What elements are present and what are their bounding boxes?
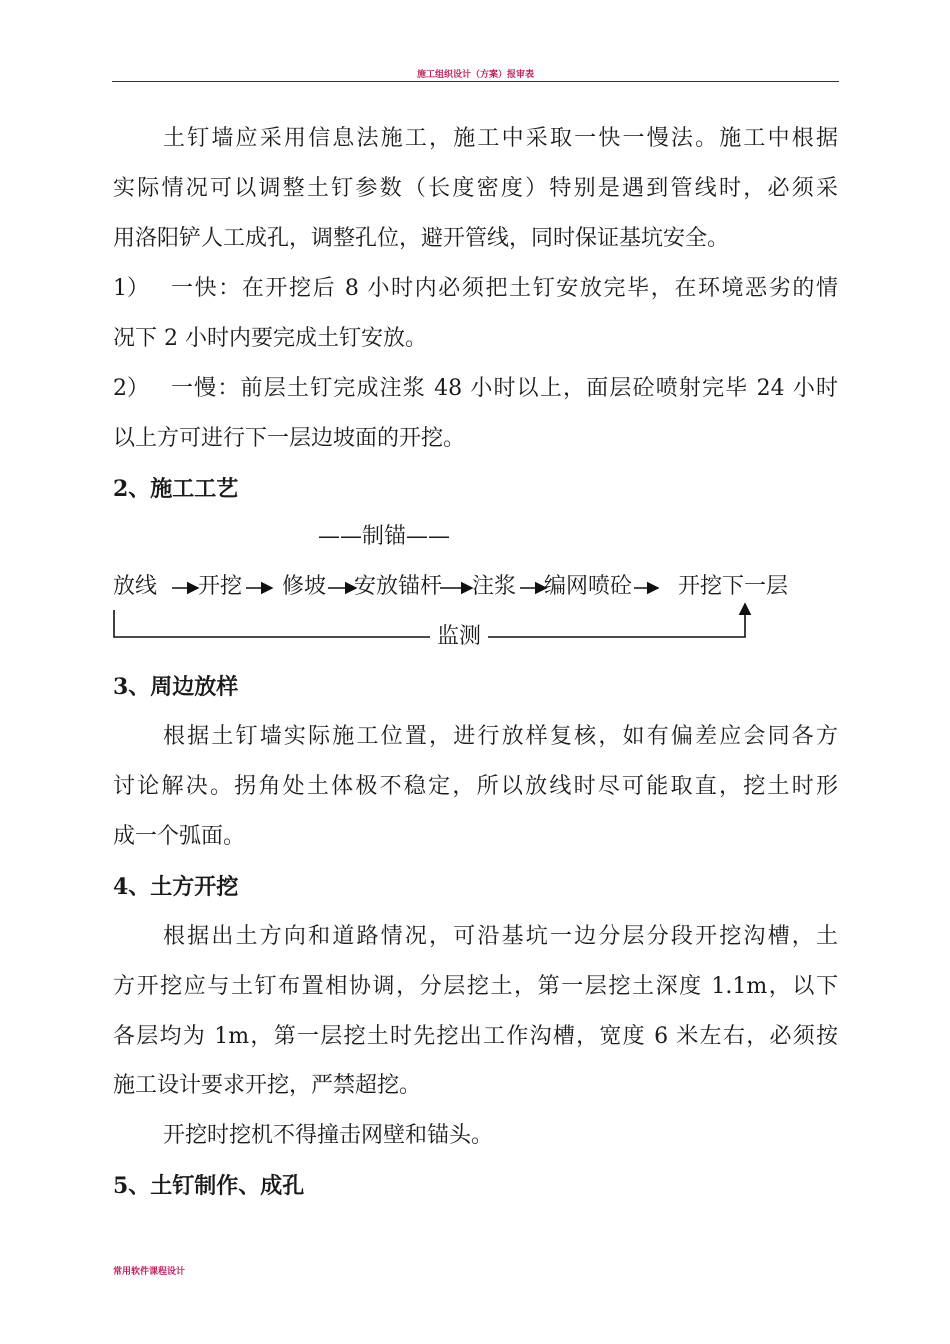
- list-item-continuation: 况下 2 小时内要完成土钉安放。: [113, 326, 427, 351]
- process-flow-diagram: [100, 520, 850, 660]
- paragraph-line: 用洛阳铲人工成孔，调整孔位，避开管线，同时保证基坑安全。: [113, 226, 730, 251]
- section-heading: 3、周边放样: [113, 674, 239, 700]
- list-item: [113, 272, 838, 306]
- paragraph-line: 施工设计要求开挖，严禁超挖。: [113, 1073, 422, 1098]
- section-heading: 2、施工工艺: [113, 476, 239, 502]
- paragraph-line: 实际情况可以调整土钉参数（长度密度）特别是遇到管线时，必须采: [113, 176, 838, 201]
- list-item-text: 一慢：前层土钉完成注浆 48 小时以上，面层砼喷射完毕 24 小时: [171, 376, 838, 401]
- flow-step: 安放锚杆: [354, 574, 443, 599]
- flow-step: 放线: [113, 574, 158, 599]
- paragraph-line: 根据出土方向和道路情况，可沿基坑一边分层分段开挖沟槽，土: [163, 924, 838, 949]
- paragraph-line: 土钉墙应采用信息法施工，施工中采取一快一慢法。施工中根据: [163, 126, 838, 151]
- page-footer: 常用软件课程设计: [113, 1267, 186, 1277]
- paragraph-line: 方开挖应与土钉布置相协调，分层挖土，第一层挖土深度 1.1m，以下: [113, 974, 838, 999]
- list-item-text: 一快：在开挖后 8 小时内必须把土钉安放完毕，在环境恶劣的情: [171, 276, 838, 301]
- paragraph-line: 开挖时挖机不得撞击网壁和锚头。: [163, 1123, 494, 1148]
- list-item-number: 2）: [113, 376, 149, 401]
- section-heading: 4、土方开挖: [113, 874, 239, 900]
- paragraph-line: 根据土钉墙实际施工位置，进行放样复核，如有偏差应会同各方: [163, 724, 838, 749]
- flow-step: 开挖下一层: [678, 574, 789, 599]
- paragraph-line: 讨论解决。拐角处土体极不稳定，所以放线时尽可能取直，挖土时形: [113, 774, 838, 799]
- paragraph-line: 各层均为 1m，第一层挖土时先挖出工作沟槽，宽度 6 米左右，必须按: [113, 1024, 838, 1049]
- flow-top-label: ——制锚——: [318, 524, 451, 549]
- monitor-loop-left: [114, 610, 430, 637]
- flow-step: 注浆: [472, 574, 517, 599]
- flow-monitor-label: 监测: [437, 624, 482, 649]
- section-heading: 5、土钉制作、成孔: [113, 1173, 305, 1199]
- list-item-number: 1）: [113, 276, 149, 301]
- page-header: 施工组织设计（方案）报审表: [416, 70, 534, 80]
- flow-step: 修坡: [282, 574, 327, 599]
- flow-step: 开挖: [198, 574, 243, 599]
- paragraph-line: 成一个弧面。: [113, 824, 246, 849]
- header-rule: [112, 81, 839, 82]
- flow-step: 编网喷砼: [544, 574, 633, 599]
- list-item-continuation: 以上方可进行下一层边坡面的开挖。: [113, 426, 466, 451]
- monitor-loop-right: [488, 604, 745, 637]
- list-item: [113, 372, 838, 406]
